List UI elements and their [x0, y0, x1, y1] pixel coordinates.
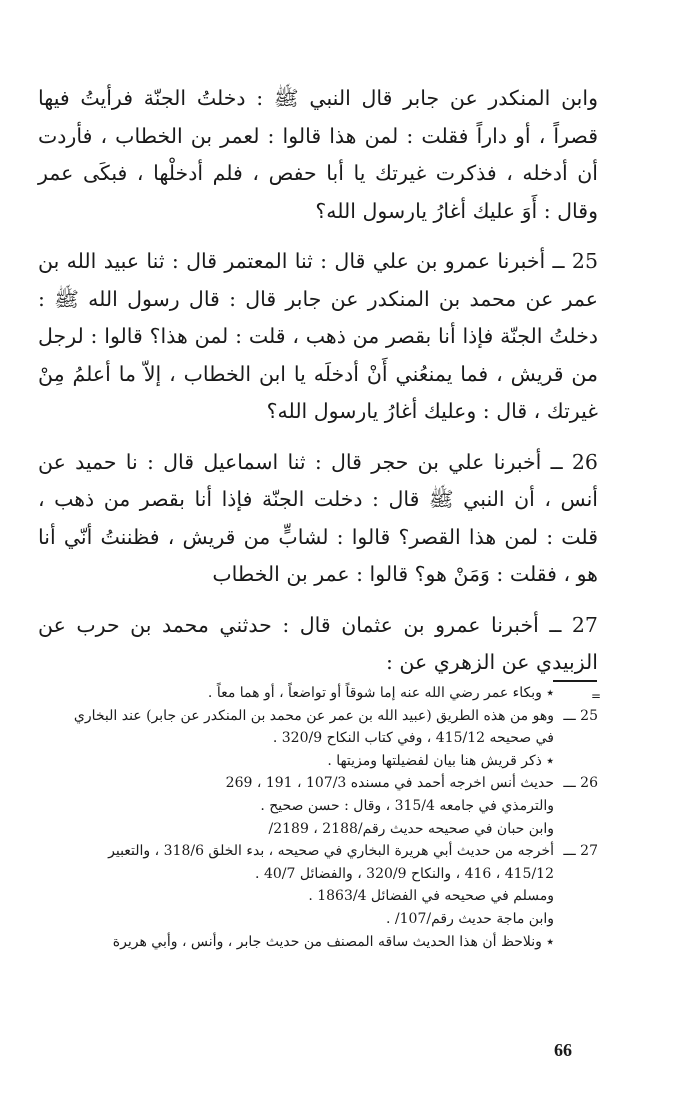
hadith-text: ــ أخبرنا عمرو بن عثمان قال : حدثني محمد بن حرب عن الزبيدي عن الزهري عن : [38, 612, 598, 674]
main-text [38, 80, 598, 682]
footnote-line: وهو من هذه الطريق (عبيد الله بن عمر عن محمد بن المنكدر عن جابر) عند البخاري [73, 707, 554, 724]
page-number: 66 [554, 1040, 572, 1060]
footnote-body [38, 682, 554, 705]
footnote-line: في صحيحه 415/12 ، وفي كتاب النكاح 320/9 . [272, 730, 554, 747]
footnote-line: ٭ ذكر قريش هنا بيان لفضيلتها ومزيتها . [327, 752, 554, 769]
footnote-line: ومسلم في صحيحه في الفضائل 1863/4 . [308, 888, 554, 905]
footnotes [38, 682, 598, 953]
footnote-body [38, 772, 554, 840]
hadith-paragraph [38, 444, 598, 594]
hadith-number: 26 [571, 449, 598, 474]
footnote-line: ٭ وبكاء عمر رضي الله عنه إما شوقاً أو تواضعاً ، أو هما معاً . [207, 685, 554, 701]
hadith-number: 25 [571, 249, 598, 273]
footnote-number [554, 682, 598, 705]
footnote [38, 705, 598, 773]
hadith-number: 27 [571, 612, 598, 637]
hadith-text: وابن المنكدر عن جابر قال النبي ﷺ : دخلتُ الجنّة فرأيتُ فيها قصراً ، أو داراً فقلت : لمن هذا قالوا : لعمر بن الخطاب ، فأردت أن أدخله ، فذكرت غيرتك يا أبا حفص ، فلم أدخلْها ، فبكَى عمر وقال : أَوَ عليك أغارُ يارسول الله؟ [38, 86, 598, 223]
footnote-line: والترمذي في جامعه 315/4 ، وقال : حسن صحيح . [260, 797, 554, 814]
footnote-line: أخرجه من حديث أبي هريرة البخاري في صحيحه ، بدء الخلق 318/6 ، والتعبير [108, 843, 554, 860]
footnote-line: حديث أنس اخرجه أحمد في مسنده 107/3 ، 191 ، 269 [225, 775, 554, 792]
footnote-number: 26 ـــ [563, 775, 598, 792]
footnote [38, 772, 598, 840]
footnote [38, 682, 598, 705]
footnote-continuation-mark: = [591, 689, 602, 703]
footnote-body [38, 705, 554, 773]
footnote-line: 415/12 ، 416 ، والنكاح 320/9 ، والفضائل 40/7 . [255, 865, 554, 882]
footnote-number: 25 ـــ [563, 707, 598, 724]
hadith-paragraph [38, 607, 598, 682]
hadith-paragraph [38, 243, 598, 431]
footnote-body [38, 840, 554, 953]
footnote-line: ٭ ونلاحظ أن هذا الحديث ساقه المصنف من حديث جابر ، وأنس ، وأبي هريرة [112, 933, 554, 950]
footnote [38, 840, 598, 953]
footnote-line: وابن ماجة حديث رقم/107/ . [386, 910, 554, 927]
hadith-text: ــ أخبرنا علي بن حجر قال : ثنا اسماعيل قال : نا حميد عن أنس ، أن النبي ﷺ قال : دخلت الجنّة فإذا أنا بقصر من ذهب ، قلت : لمن هذا القصر؟ قالوا : لشابٍّ من قريش ، فظننتُ أنّي أنا هو ، فقلت : وَمَنْ هو؟ قالوا : عمر بن الخطاب [38, 449, 598, 586]
footnote-number: 27 ـــ [563, 843, 598, 860]
hadith-paragraph [38, 80, 598, 230]
footnote-line: وابن حبان في صحيحه حديث رقم/2188 ، 2189/ [268, 820, 554, 837]
hadith-text: ــ أخبرنا عمرو بن علي قال : ثنا المعتمر قال : ثنا عبيد الله بن عمر عن محمد بن المنكدر عن جابر قال : قال رسول الله ﷺ : دخلتُ الجنّة فإذا أنا بقصر من ذهب ، قلت : لمن هذا؟ قالوا : لرجل من قريش ، فما يمنعُني أَنْ أدخلَه يا ابن الخطاب ، إلاّ ما أعلمُ مِنْ غيرتك ، قال : وعليك أغارُ يارسول الله؟ [38, 249, 598, 423]
